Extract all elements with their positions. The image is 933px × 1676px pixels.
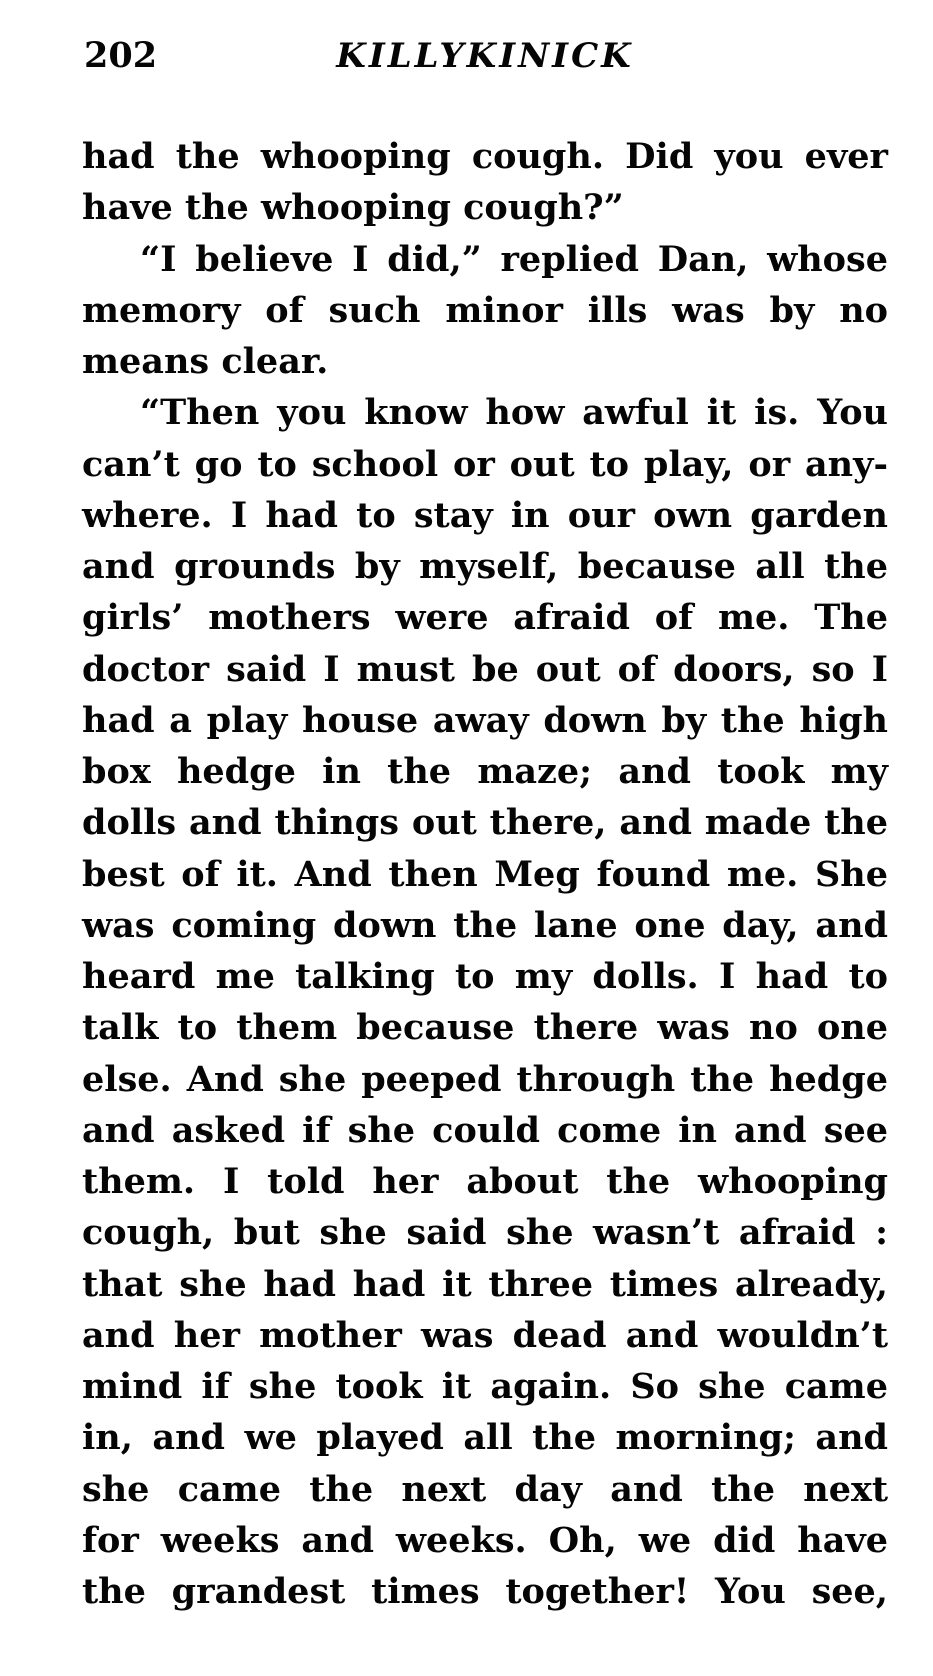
page-header — [82, 35, 888, 82]
text-line: else. And she peeped through the hedge — [82, 1058, 888, 1100]
text-line: “Then you know how awful it is. You — [140, 392, 888, 434]
text-line: that she had had it three times already, — [82, 1263, 888, 1305]
text-line: had the whooping cough. Did you ever — [82, 136, 888, 177]
text-line: them. I told her about the whooping — [82, 1161, 888, 1202]
text-line: girls’ mothers were afraid of me. The — [82, 597, 888, 639]
text-line: for weeks and weeks. Oh, we did have — [82, 1519, 888, 1561]
page-number: 202 — [84, 35, 158, 76]
text-line: and grounds by myself, because all the — [82, 546, 888, 587]
text-line: mind if she took it again. So she came — [82, 1366, 888, 1407]
text-line: talk to them because there was no one — [82, 1007, 888, 1049]
text-line: can’t go to school or out to play, or any- — [82, 443, 888, 485]
running-title: KILLYKINICK — [336, 36, 634, 76]
text-line: in, and we played all the morning; and — [82, 1417, 888, 1459]
text-line: means clear. — [82, 341, 329, 382]
text-line: had a play house away down by the high — [82, 699, 888, 741]
text-line: dolls and things out there, and made the — [82, 802, 888, 844]
text-line: box hedge in the maze; and took my — [82, 751, 888, 792]
text-line: “I believe I did,” replied Dan, whose — [140, 238, 888, 280]
text-line: have the whooping cough?” — [82, 187, 624, 229]
text-line: heard me talking to my dolls. I had to — [82, 956, 888, 997]
text-line: and her mother was dead and wouldn’t — [82, 1314, 888, 1356]
text-line: best of it. And then Meg found me. She — [82, 853, 888, 895]
text-line: was coming down the lane one day, and — [82, 904, 888, 946]
text-line: cough, but she said she wasn’t afraid : — [82, 1212, 888, 1254]
text-line: the grandest times together! You see, — [82, 1571, 888, 1612]
text-line: where. I had to stay in our own garden — [82, 494, 888, 536]
text-line: and asked if she could come in and see — [82, 1109, 888, 1151]
text-line: she came the next day and the next — [82, 1468, 888, 1510]
page-body — [82, 131, 888, 1617]
text-line: memory of such minor ills was by no — [82, 289, 888, 331]
text-line: doctor said I must be out of doors, so I — [82, 648, 888, 690]
